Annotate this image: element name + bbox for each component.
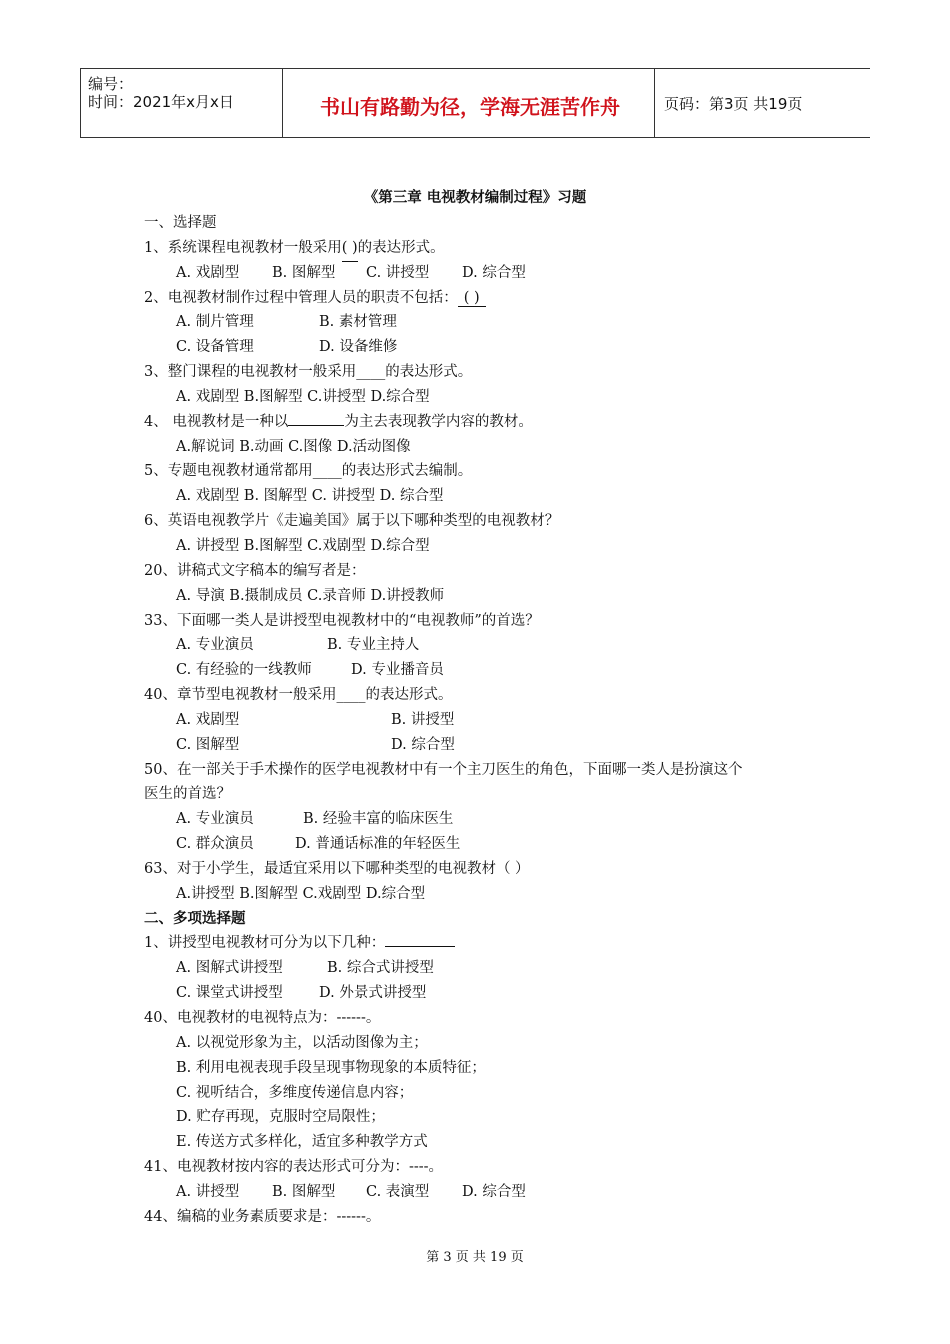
option-row: A. 导演 B.摄制成员 C.录音师 D.讲授教师 — [176, 587, 445, 604]
answer-blank — [288, 411, 344, 426]
option-row: A.讲授型 B.图解型 C.戏剧型 D.综合型 — [176, 885, 426, 902]
option-row — [144, 832, 844, 857]
option: D. 综合型 — [462, 264, 526, 281]
question-stem: 1、系统课程电视教材一般采用( )的表达形式。 — [144, 236, 844, 261]
option: B. 讲授型 — [391, 711, 455, 728]
option: A. 图解式讲授型 — [176, 960, 283, 977]
option: A. 戏剧型 — [176, 264, 240, 281]
option-row — [144, 956, 844, 981]
option: A. 专业演员 — [176, 637, 254, 654]
option: B. 利用电视表现手段呈现事物现象的本质特征； — [176, 1059, 486, 1076]
option: A. 以视觉形象为主，以活动图像为主； — [176, 1034, 428, 1051]
question-stem-cont: 医生的首选？ — [144, 786, 231, 803]
header-table — [80, 68, 870, 138]
option: A. 讲授型 — [176, 1183, 240, 1200]
option: D. 综合型 — [462, 1183, 526, 1200]
option: D. 专业播音员 — [351, 662, 444, 679]
option: B. 综合式讲授型 — [327, 960, 434, 977]
option: C. 有经验的一线教师 — [176, 662, 312, 679]
option: C. 群众演员 — [176, 836, 254, 853]
option-row — [144, 708, 844, 733]
question-stem: 2、电视教材制作过程中管理人员的职责不包括： ( ) — [144, 286, 844, 311]
option-row: A. 讲授型 B.图解型 C.戏剧型 D.综合型 — [176, 537, 430, 554]
option: C. 表演型 — [366, 1183, 430, 1200]
option: D. 外景式讲授型 — [319, 985, 427, 1002]
section-heading: 一、选择题 — [144, 215, 217, 231]
option: A. 制片管理 — [176, 314, 254, 331]
option: D. 贮存再现，克服时空局限性； — [176, 1109, 385, 1126]
question-list — [144, 211, 844, 1230]
option: E. 传送方式多样化，适宜多种教学方式 — [176, 1134, 428, 1151]
option-row — [144, 733, 844, 758]
question-stem: 33、下面哪一类人是讲授型电视教材中的“电视教师”的首选？ — [144, 612, 540, 629]
option-row: A.解说词 B.动画 C.图像 D.活动图像 — [176, 438, 411, 455]
question-stem: 50、在一部关于手术操作的医学电视教材中有一个主刀医生的角色，下面哪一类人是扮演这个 — [144, 761, 743, 778]
doc-number-label: 编号： — [88, 75, 134, 93]
question-stem: 3、整门课程的电视教材一般采用____的表达形式。 — [144, 364, 473, 381]
question-stem: 40、章节型电视教材一般采用____的表达形式。 — [144, 687, 453, 704]
option: B. 专业主持人 — [327, 637, 420, 654]
question-stem: 63、对于小学生，最适宜采用以下哪种类型的电视教材（ ） — [144, 860, 530, 877]
question-stem: 6、英语电视教学片《走遍美国》属于以下哪种类型的电视教材？ — [144, 513, 560, 530]
option-row — [144, 261, 844, 286]
option-row — [144, 335, 844, 360]
option: B. 图解型 — [272, 264, 336, 281]
option-row — [144, 310, 844, 335]
option: C. 课堂式讲授型 — [176, 985, 283, 1002]
option-row — [144, 633, 844, 658]
option: D. 综合型 — [391, 736, 455, 753]
question-stem: 40、电视教材的电视特点为：------。 — [144, 1010, 381, 1026]
option: A. 专业演员 — [176, 811, 254, 828]
page-footer: 第 3 页 共 19 页 — [426, 1250, 524, 1265]
doc-date: 时间：2021年x月x日 — [88, 93, 234, 111]
question-stem: 41、电视教材按内容的表达形式可分为：----。 — [144, 1159, 444, 1176]
answer-blank: ( ) — [458, 290, 486, 307]
header-left-border — [80, 69, 81, 137]
option-row — [144, 807, 844, 832]
question-stem: 4、 电视教材是一种以 为主去表现教学内容的教材。 — [144, 410, 844, 435]
answer-blank — [385, 932, 455, 947]
option: B. 素材管理 — [319, 314, 397, 331]
header-motto: 书山有路勤为径，学海无涯苦作舟 — [320, 95, 620, 119]
option-row: A. 戏剧型 B.图解型 C.讲授型 D.综合型 — [176, 388, 430, 405]
question-stem: 44、编稿的业务素质要求是：------。 — [144, 1208, 381, 1225]
answer-blank: ( ) — [342, 236, 358, 262]
option: C. 视听结合，多维度传递信息内容； — [176, 1084, 414, 1101]
section-heading: 二、多项选择题 — [144, 910, 246, 927]
header-divider-1 — [282, 69, 283, 137]
option: B. 经验丰富的临床医生 — [303, 811, 454, 828]
header-page-number: 页码：第3页 共19页 — [664, 95, 803, 113]
option-row — [144, 658, 844, 683]
option-row: A. 戏剧型 B. 图解型 C. 讲授型 D. 综合型 — [176, 488, 444, 505]
option-row — [144, 1180, 844, 1205]
option: C. 图解型 — [176, 736, 240, 753]
option: C. 讲授型 — [366, 264, 430, 281]
page-title: 《第三章 电视教材编制过程》习题 — [363, 190, 587, 206]
question-stem: 1、讲授型电视教材可分为以下几种： — [144, 931, 844, 956]
option: B. 图解型 — [272, 1183, 336, 1200]
option: D. 设备维修 — [319, 339, 398, 356]
option: C. 设备管理 — [176, 339, 254, 356]
question-stem: 5、专题电视教材通常都用____的表达形式去编制。 — [144, 463, 473, 480]
option: A. 戏剧型 — [176, 711, 240, 728]
option: D. 普通话标准的年轻医生 — [295, 836, 461, 853]
question-stem: 20、讲稿式文字稿本的编写者是： — [144, 562, 366, 579]
option-row — [144, 981, 844, 1006]
